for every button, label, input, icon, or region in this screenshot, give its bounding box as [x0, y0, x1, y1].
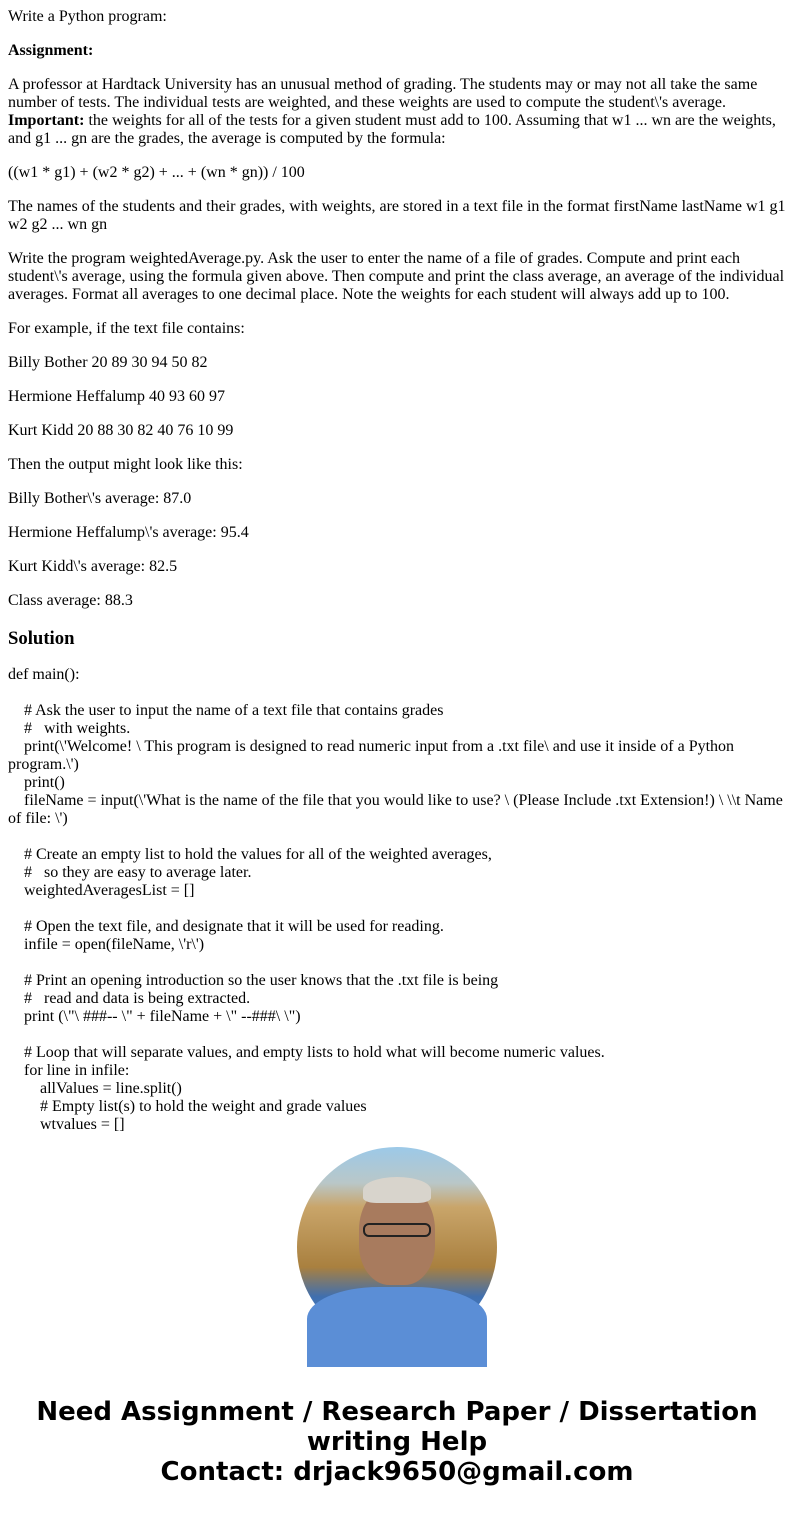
output-intro: Then the output might look like this:	[8, 456, 243, 473]
assignment-paragraph: A professor at Hardtack University has an unusual method of grading. The students may or may not all take the same number of tests. The individual tests are weighted, and these weights are used to compute the student\'s average. Important: the weights for all of the tests for a given student must add to 100. Assuming that w1 ... wn are the weights, and g1 ... gn are the grades, the average is computed by the formula:	[8, 76, 776, 147]
document	[0, 8, 794, 1133]
solution-heading: Solution	[8, 628, 75, 649]
task-paragraph: Write the program weightedAverage.py. Ask the user to enter the name of a file of grades. Compute and print each student\'s average, using the formula given above. Then compute and print the class average, an average of the individual averages. Format all averages to one decimal place. Note the weights for each student will always add up to 100.	[8, 250, 785, 303]
solution-code: def main(): # Ask the user to input the name of a text file that contains grades # with weights. print(\'Welcome! \ This program is designed to read numeric input from a .txt file\ and use it inside of a Python program.\') print() fileName = input(\'What is the name of the file that you would like to use? \ (Please Include .txt Extension!) \ \\t Name of file: \') # Create an empty list to hold the values for all of the weighted averages, # so they are easy to average later. weightedAveragesList = [] # Open the text file, and designate that it will be used for reading. infile = open(fileName, \'r\') # Print an opening introduction so the user knows that the .txt file is being # read and data is being extracted. print (\"\ ###-- \" + fileName + \" --###\ \") # Loop that will separate values, and empty lists to hold what will become numeric values. for line in infile: allValues = line.split() # Empty list(s) to hold the weight and grade values wtvalues = []	[8, 666, 783, 1133]
format-paragraph: The names of the students and their grades, with weights, are stored in a text file in the format firstName lastName w1 g1 w2 g2 ... wn gn	[8, 198, 786, 233]
output-line: Kurt Kidd\'s average: 82.5	[8, 558, 178, 575]
output-line: Class average: 88.3	[8, 592, 133, 609]
example-intro: For example, if the text file contains:	[8, 320, 245, 337]
example-line: Hermione Heffalump 40 93 60 97	[8, 388, 225, 405]
author-photo	[297, 1147, 497, 1347]
assignment-heading: Assignment:	[8, 42, 94, 59]
formula: ((w1 * g1) + (w2 * g2) + ... + (wn * gn)) / 100	[8, 164, 305, 181]
example-line: Kurt Kidd 20 88 30 82 40 76 10 99	[8, 422, 234, 439]
intro-text: Write a Python program:	[8, 8, 167, 25]
output-line: Billy Bother\'s average: 87.0	[8, 490, 192, 507]
contact-banner: Need Assignment / Research Paper / Dissertation writing Help Contact: drjack9650@gmail.com	[36, 1397, 758, 1487]
example-line: Billy Bother 20 89 30 94 50 82	[8, 354, 208, 371]
output-line: Hermione Heffalump\'s average: 95.4	[8, 524, 249, 541]
